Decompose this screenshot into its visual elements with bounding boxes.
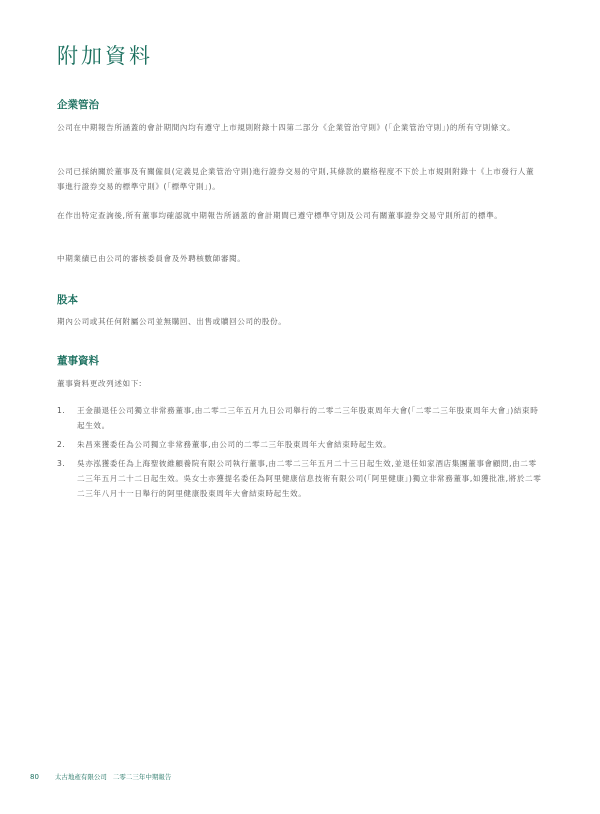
list-item-number: 2. <box>57 440 66 449</box>
page-footer <box>30 772 171 781</box>
section-heading-corporate-governance: 企業管治 <box>57 99 99 111</box>
list-item <box>57 437 542 452</box>
corporate-governance-paragraph-3: 在作出特定查詢後,所有董事均確認就中期報告所涵蓋的會計期間已遵守標準守則及公司有關董事證券交易守則所訂的標準。 <box>57 211 503 220</box>
footer-company-name: 太古地產有限公司 <box>54 773 107 781</box>
section-heading-shares: 股本 <box>57 294 78 306</box>
list-item <box>57 403 542 433</box>
list-item <box>57 456 542 501</box>
list-item-text: 吳亦泓獲委任為上海聖彼維顧養院有限公司執行董事,由二零二三年五月二十三日起生效,並退任如家酒店集團董事會顧問,由二零二三年五月二十二日起生效。吳女士亦獲提名委任為阿里健康信息技術有限公司(「阿里健康」)獨立非常務董事,如獲批准,將於二零二三年八月十一日舉行的阿里健康股東周年大會結束時起生效。 <box>77 459 542 498</box>
page-title: 附加資料 <box>57 44 153 68</box>
directors-intro: 董事資料更改列述如下: <box>57 379 143 388</box>
footer-report-title: 二零二三年中期報告 <box>112 773 172 781</box>
list-item-text: 王金韻退任公司獨立非常務董事,由二零二三年五月九日公司舉行的二零二三年股東周年大會(「二零二三年股東周年大會」)結束時起生效。 <box>77 406 539 430</box>
shares-paragraph: 期內公司或其任何附屬公司並無購回、出售或贖回公司的股份。 <box>57 317 287 326</box>
page-number: 80 <box>30 773 39 781</box>
corporate-governance-paragraph-1: 公司在中期報告所涵蓋的會計期間內均有遵守上市規則附錄十四第二部分《企業管治守則》(「企業管治守則」)的所有守則條文。 <box>57 123 516 132</box>
list-item-number: 3. <box>57 459 66 468</box>
list-item-number: 1. <box>57 406 66 415</box>
corporate-governance-paragraph-2: 公司已採納關於董事及有關僱員(定義見企業管治守則)進行證券交易的守則,其條款的嚴格程度不下於上市規則附錄十《上市發行人董事進行證券交易的標準守則》(「標準守則」)。 <box>57 167 535 191</box>
list-item-text: 朱昌來獲委任為公司獨立非常務董事,由公司的二零二三年股東周年大會結束時起生效。 <box>77 440 392 449</box>
corporate-governance-paragraph-4: 中期業績已由公司的審核委員會及外聘核數師審閱。 <box>57 254 246 263</box>
section-heading-directors: 董事資料 <box>57 355 99 367</box>
